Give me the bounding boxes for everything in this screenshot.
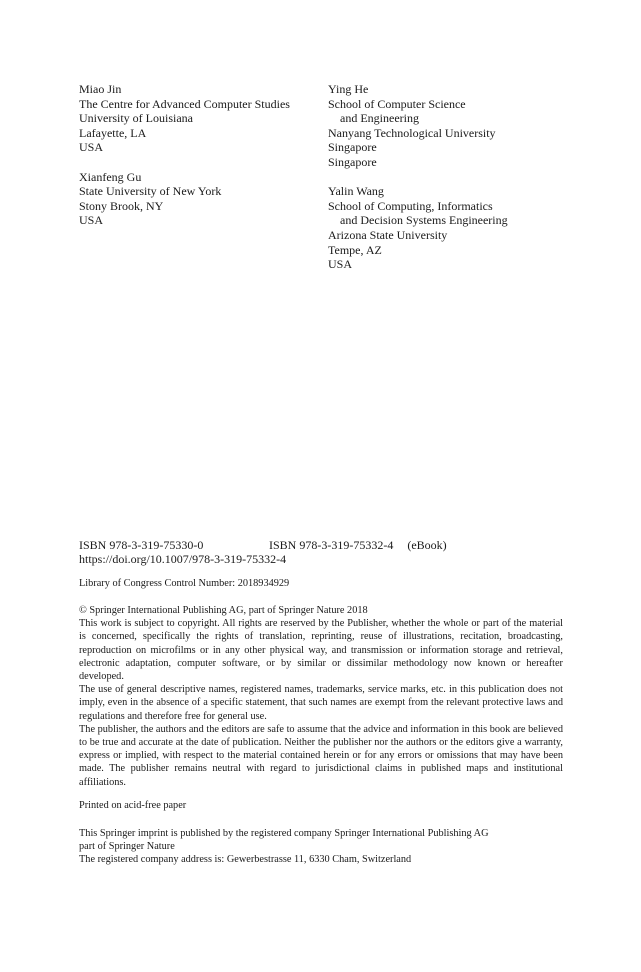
affiliation-line: School of Computer Science	[328, 96, 466, 111]
author-block	[79, 170, 324, 228]
affiliation-line: Singapore	[328, 154, 377, 169]
imprint-line: part of Springer Nature	[79, 841, 175, 853]
copyright-paragraph: This work is subject to copyright. All rights are reserved by the Publisher, whether the whole or part of the material is concerned, specifically the rights of translation, reprinting, reuse of illustrations, recitation, broadcasting, reproduction on microfilms or in any other physical way, and transmission or information storage and retrieval, electronic adaptation, computer software, or by similar or dissimilar methodology now known or hereafter developed.	[79, 618, 563, 683]
printed-on-note: Printed on acid-free paper	[79, 800, 187, 811]
ebook-tag: (eBook)	[407, 538, 447, 552]
authors-left-column	[79, 82, 324, 243]
affiliation-line: State University of New York	[79, 184, 222, 199]
copyright-notice: © Springer International Publishing AG, part of Springer Nature 2018	[79, 605, 368, 616]
affiliation-line: School of Computing, Informatics	[328, 198, 493, 213]
author-name: Xianfeng Gu	[79, 169, 142, 184]
isbn-ebook: ISBN 978-3-319-75332-4	[269, 538, 394, 552]
affiliation-line: University of Louisiana	[79, 111, 193, 126]
imprint-section	[79, 827, 563, 867]
affiliation-line: The Centre for Advanced Computer Studies	[79, 96, 290, 111]
affiliation-line: Tempe, AZ	[328, 242, 382, 257]
doi-link[interactable]: https://doi.org/10.1007/978-3-319-75332-4	[79, 552, 287, 566]
affiliation-line: Singapore	[328, 140, 377, 155]
author-block	[328, 184, 568, 272]
copyright-paragraph: The publisher, the authors and the editors are safe to assume that the advice and information in this book are believed to be true and accurate at the date of publication. Neither the publisher nor the authors or the editors give a warranty, express or implied, with respect to the material contained herein or for any errors or omissions that may have been made. The publisher remains neutral with regard to jurisdictional claims in published maps and institutional affiliations.	[79, 723, 563, 788]
copyright-paragraph: The use of general descriptive names, registered names, trademarks, service marks, etc. in this publication does not imply, even in the absence of a specific statement, that such names are exempt from the relevant protective laws and regulations and therefore free for general use.	[79, 684, 563, 722]
affiliation-line: Lafayette, LA	[79, 125, 147, 140]
affiliation-line: and Engineering	[340, 111, 419, 126]
authors-right-column	[328, 82, 568, 286]
affiliation-line: Stony Brook, NY	[79, 198, 164, 213]
author-name: Yalin Wang	[328, 184, 384, 199]
lccn: Library of Congress Control Number: 2018934929	[79, 578, 290, 589]
affiliation-line: USA	[79, 140, 104, 155]
affiliation-line: Nanyang Technological University	[328, 125, 496, 140]
imprint-line: The registered company address is: Gewerbestrasse 11, 6330 Cham, Switzerland	[79, 854, 412, 866]
isbn-print: ISBN 978-3-319-75330-0	[79, 538, 204, 552]
affiliation-line: and Decision Systems Engineering	[340, 213, 508, 228]
author-name: Miao Jin	[79, 82, 122, 96]
imprint-line: This Springer imprint is published by the registered company Springer International Publishing AG	[79, 828, 489, 839]
affiliation-line: Arizona State University	[328, 227, 448, 242]
author-block	[79, 82, 324, 155]
isbn-ebook-group	[269, 538, 447, 553]
author-block	[328, 82, 568, 170]
author-name: Ying He	[328, 82, 369, 96]
affiliation-line: USA	[328, 257, 353, 272]
affiliation-line: USA	[79, 213, 104, 228]
copyright-section	[79, 604, 563, 789]
